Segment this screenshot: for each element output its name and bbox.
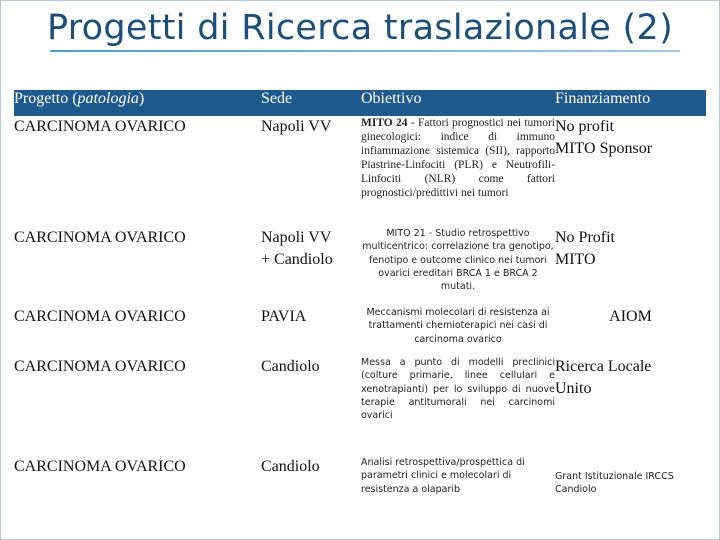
slide-title: Progetti di Ricerca traslazionale (2)	[46, 8, 674, 48]
site-cell: Candiolo	[261, 356, 361, 456]
funding-cell	[555, 116, 706, 227]
projects-table	[14, 90, 706, 534]
site-cell: Napoli VV	[261, 116, 361, 227]
table-row	[14, 116, 706, 227]
project-cell: CARCINOMA OVARICO	[14, 356, 261, 456]
funding-line: Ricerca Locale	[555, 358, 652, 375]
table-row	[14, 356, 706, 456]
table-row	[14, 456, 706, 534]
header-funding: Finanziamento	[555, 90, 706, 116]
objective-text: - Fattori prognostici nei tumori ginecologici: indice di immuno infiammazione sistemica (SII), rapporto Piastrine-Linfociti (PLR) e Neutrofili-Linfociti (NLR) come fattori prognostici/predittivi nei tumori	[361, 117, 555, 200]
header-objective: Obiettivo	[361, 90, 555, 116]
objective-cell	[361, 116, 555, 227]
site-line: + Candiolo	[261, 250, 333, 268]
funding-cell: AIOM	[555, 306, 706, 356]
funding-line: MITO	[555, 250, 596, 268]
project-cell: CARCINOMA OVARICO	[14, 116, 261, 227]
objective-cell: MITO 21 - Studio retrospettivo multicentrico: correlazione tra genotipo, fenotipo e outcome clinico nei tumori ovarici ereditari BRCA 1 e BRCA 2 mutati.	[361, 227, 555, 306]
header-site: Sede	[261, 90, 361, 116]
objective-cell: Analisi retrospettiva/prospettica di parametri clinici e molecolari di resistenza a olaparib	[361, 456, 555, 534]
project-cell: CARCINOMA OVARICO	[14, 456, 261, 534]
objective-cell: Meccanismi molecolari di resistenza ai trattamenti chemioterapici nei casi di carcinoma ovarico	[361, 306, 555, 356]
table-header-row	[14, 90, 706, 116]
header-project: Progetto (patologia)	[14, 90, 261, 116]
site-cell: Candiolo	[261, 456, 361, 534]
header-project-italic: patologia	[77, 90, 139, 107]
site-cell: PAVIA	[261, 306, 361, 356]
project-cell: CARCINOMA OVARICO	[14, 306, 261, 356]
funding-line: No profit	[555, 118, 615, 135]
site-line: Napoli VV	[261, 229, 332, 246]
funding-line: MITO Sponsor	[555, 139, 653, 157]
funding-line: Unito	[555, 379, 592, 397]
objective-cell: Messa a punto di modelli preclinici (colture primarie, linee cellulari e xenotrapianti) per lo sviluppo di nuove terapie antitumorali nei carcinomi ovarici	[361, 356, 555, 456]
funding-line: No Profit	[555, 229, 615, 246]
funding-cell	[555, 356, 706, 456]
site-cell	[261, 227, 361, 306]
funding-cell: Grant Istituzionale IRCCS Candiolo	[555, 456, 706, 534]
objective-lead: MITO 24	[361, 117, 408, 129]
funding-cell	[555, 227, 706, 306]
title-underline	[50, 50, 680, 52]
project-cell: CARCINOMA OVARICO	[14, 227, 261, 306]
table-row	[14, 227, 706, 306]
table-row	[14, 306, 706, 356]
